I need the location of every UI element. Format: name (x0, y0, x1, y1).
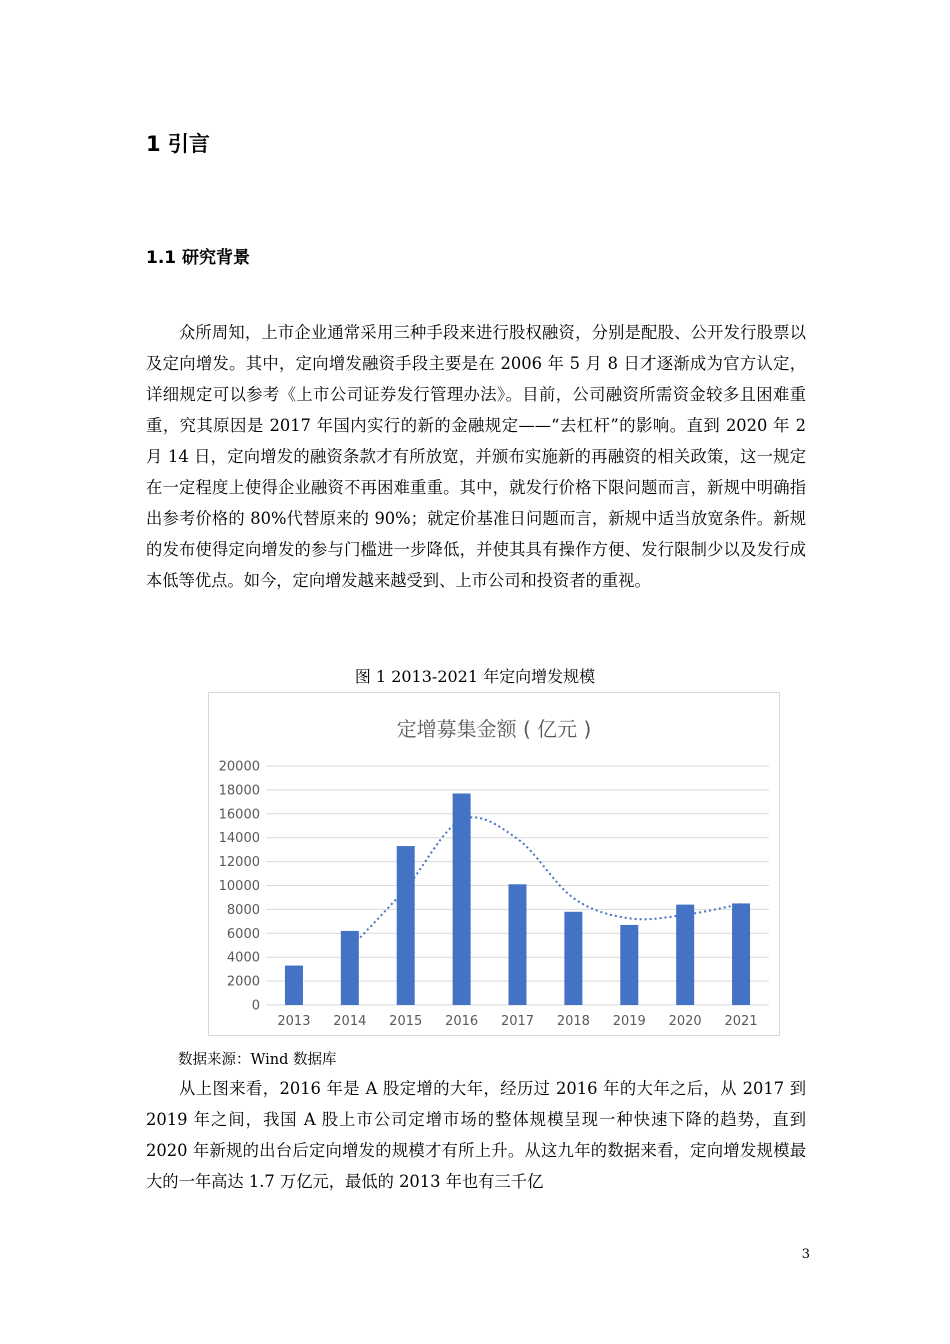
chart-frame (208, 692, 780, 1036)
y-tick-label: 10000 (218, 879, 260, 894)
page-number: 3 (801, 1247, 810, 1262)
x-tick-label: 2014 (333, 1014, 367, 1029)
y-tick-label: 2000 (226, 974, 260, 990)
body-paragraph-1 (146, 317, 806, 596)
bar (341, 931, 359, 1005)
y-tick-label: 6000 (226, 926, 260, 942)
x-tick-label: 2020 (668, 1014, 702, 1029)
paragraph-2-text: 从上图来看，2016 年是 A 股定增的大年，经历过 2016 年的大年之后，从 2017 到 2019 年之间，我国 A 股上市公司定增市场的整体规模呈现一种快速下降的趋势，直到 2020 年新规的出台后定向增发的规模才有所上升。从这九年的数据来看，定向增发规模最大的一年高达 1.7 万亿元，最低的 2013 年也有三千亿 (146, 1079, 806, 1191)
y-tick-label: 20000 (218, 759, 260, 775)
bar (509, 884, 527, 1005)
y-tick-label: 12000 (218, 855, 260, 871)
chart-title: 定增募集金额 ( 亿元 ) (396, 717, 592, 741)
x-tick-label: 2021 (724, 1014, 758, 1029)
paragraph-1-text: 众所周知，上市企业通常采用三种手段来进行股权融资，分别是配股、公开发行股票以及定向增发。其中，定向增发融资手段主要是在 2006 年 5 月 8 日才逐渐成为官方认定，详细规定可以参考《上市公司证券发行管理办法》。目前，公司融资所需资金较多且困难重重，究其原因是 2017 年国内实行的新的金融规定——“去杠杆”的影响。直到 2020 年 2 月 14 日，定向增发的融资条款才有所放宽，并颁布实施新的再融资的相关政策，这一规定在一定程度上使得企业融资不再困难重重。其中，就发行价格下限问题而言，新规中明确指出参考价格的 80%代替原来的 90%；就定价基准日问题而言，新规中适当放宽条件。新规的发布使得定向增发的参与门槛进一步降低，并使其具有操作方便、发行限制少以及发行成本低等优点。如今，定向增发越来越受到、上市公司和投资者的重视。 (146, 323, 806, 590)
x-tick-label: 2013 (277, 1014, 311, 1029)
y-tick-label: 18000 (218, 783, 260, 799)
y-tick-label: 0 (251, 998, 260, 1014)
y-tick-label: 16000 (218, 807, 260, 823)
section-heading: 1 引言 (146, 132, 210, 156)
bar (453, 793, 471, 1005)
bar (564, 912, 582, 1005)
y-tick-label: 4000 (226, 950, 260, 966)
y-tick-label: 8000 (226, 902, 260, 918)
data-source-note: 数据来源：Wind 数据库 (178, 1052, 337, 1068)
x-tick-label: 2019 (612, 1014, 646, 1029)
bar (676, 905, 694, 1005)
body-paragraph-2 (146, 1073, 806, 1197)
x-tick-label: 2016 (445, 1014, 479, 1029)
bar (732, 903, 750, 1005)
subsection-heading: 1.1 研究背景 (146, 248, 251, 268)
x-tick-label: 2018 (556, 1014, 590, 1029)
y-tick-label: 14000 (218, 831, 260, 847)
bar (397, 846, 415, 1005)
bar (620, 925, 638, 1005)
x-tick-label: 2017 (500, 1014, 535, 1029)
x-tick-label: 2015 (389, 1014, 423, 1029)
bar (285, 966, 303, 1005)
bar-chart (209, 693, 779, 1035)
figure-caption: 图 1 2013-2021 年定向增发规模 (354, 667, 596, 686)
